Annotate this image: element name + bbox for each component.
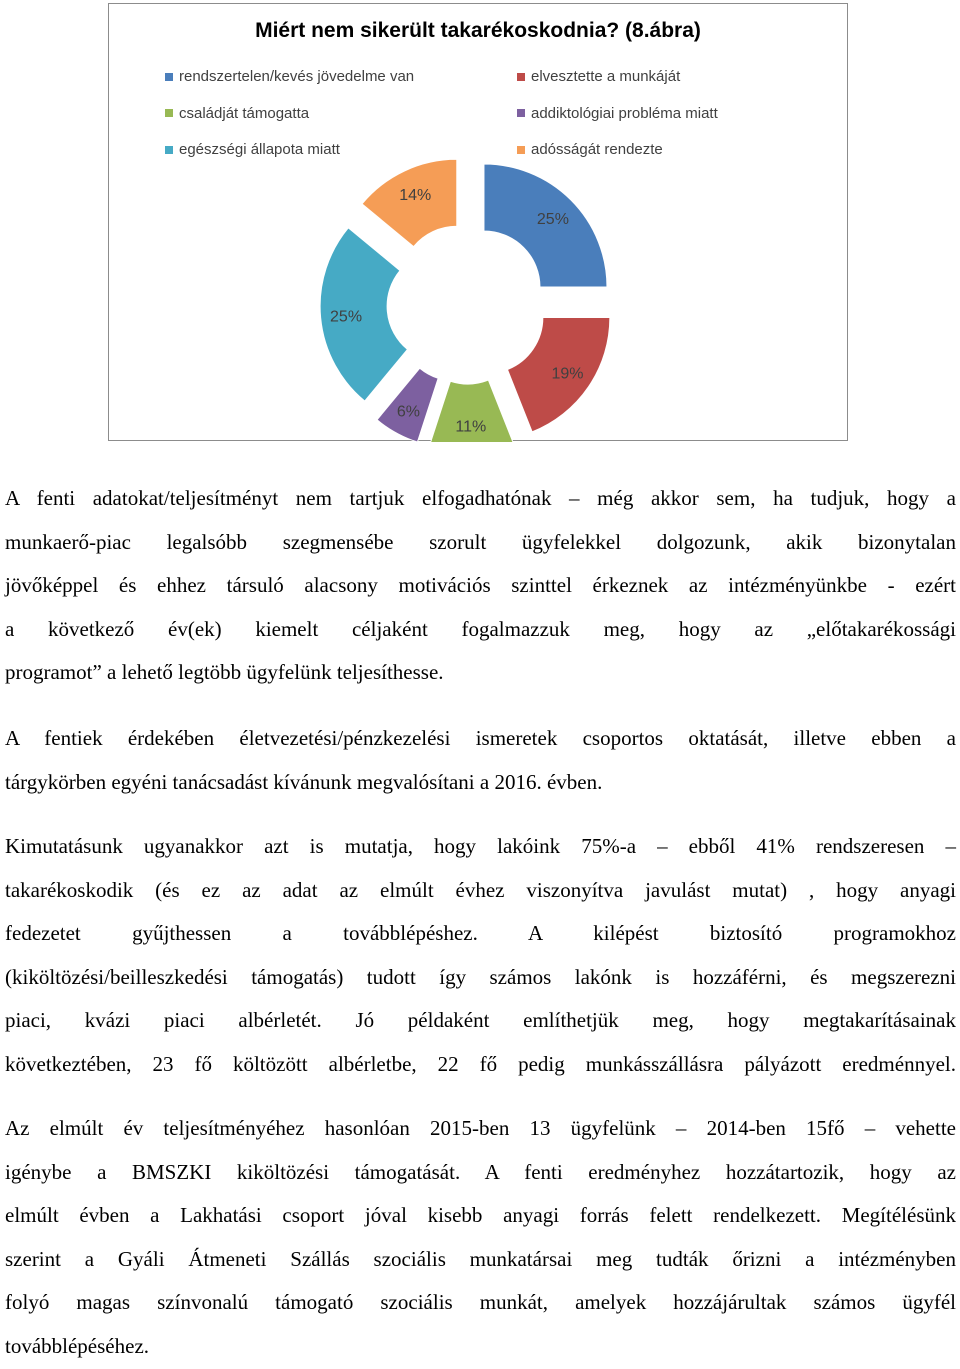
text-line: Kimutatásunk ugyanakkor azt is mutatja, hogy lakóink 75%-a – ebből 41% rendszeresen – xyxy=(5,834,956,858)
legend-label: elvesztette a munkáját xyxy=(531,68,681,85)
chart-title: Miért nem sikerült takarékoskodnia? (8.ábra) xyxy=(255,19,701,42)
text-line: továbblépéséhez. xyxy=(5,1333,150,1358)
text-line: takarékoskodik (és ez az adat az elmúlt évhez viszonyítva javulást mutat) , hogy anyagi xyxy=(5,877,956,902)
text-line: Az elmúlt év teljesítményéhez hasonlóan 2015-ben 13 ügyfelünk – 2014-ben 15fő – vehette xyxy=(5,1116,956,1140)
legend-label: addiktológiai probléma miatt xyxy=(531,104,718,122)
legend-label: családját támogatta xyxy=(179,104,310,122)
text-line: A fentiek érdekében életvezetési/pénzkezelési ismeretek csoportos oktatását, illetve ebben a xyxy=(5,726,956,750)
text-line: jövőképpel és ehhez társuló alacsony motivációs szinttel érkeznek az intézményünkbe - ezért xyxy=(5,573,956,598)
text-line: következtében, 23 fő költözött albérletbe, 22 fő pedig munkásszállásra pályázott eredménnyel. xyxy=(5,1051,956,1076)
text-line: fedezetet gyűjthessen a továbblépéshez. A kilépést biztosító programokhoz xyxy=(5,921,956,946)
legend-label: egészségi állapota miatt xyxy=(179,141,340,158)
slice-value-label: 25% xyxy=(330,308,363,326)
text-line: folyó magas színvonalú támogató szociális munkát, amelyek hozzájárultak számos ügyfél xyxy=(5,1290,956,1315)
paragraph xyxy=(5,717,956,804)
chart-container xyxy=(108,3,848,441)
slice-value-label: 14% xyxy=(399,187,432,205)
text-line: szerint a Gyáli Átmeneti Szállás szociális munkatársai meg tudták őrizni a intézményben xyxy=(5,1246,956,1271)
slice-value-label: 6% xyxy=(396,403,421,421)
text-line: piaci, kvázi piaci albérletét. Jó példaként említhetjük meg, hogy megtakarításainak xyxy=(5,1008,956,1033)
text-line: (kiköltözési/beilleszkedési támogatás) tudott így számos lakónk is hozzáférni, és megszerezni xyxy=(5,964,956,989)
text-line: elmúlt évben a Lakhatási csoport jóval kisebb anyagi forrás felett rendelkezett. Megítélésünk xyxy=(5,1203,956,1228)
legend-label: adósságát rendezte xyxy=(531,141,663,158)
paragraph xyxy=(5,825,956,1087)
text-line: a következő év(ek) kiemelt céljaként fogalmazzuk meg, hogy az „előtakarékossági xyxy=(5,616,956,641)
text-line: igénybe a BMSZKI kiköltözési támogatását. A fenti eredményhez hozzátartozik, hogy az xyxy=(5,1159,956,1184)
text-line: munkaerő-piac legalsóbb szegmensébe szorult ügyfelekkel dolgozunk, akik bizonytalan xyxy=(5,529,956,554)
slice-value-label: 11% xyxy=(455,418,487,436)
doughnut-chart xyxy=(109,4,849,442)
paragraph xyxy=(5,1107,956,1369)
text-line: tárgykörben egyéni tanácsadást kívánunk megvalósítani a 2016. évben. xyxy=(5,769,603,794)
legend-label: rendszertelen/kevés jövedelme van xyxy=(179,68,415,85)
text-line: programot” a lehető legtöbb ügyfelünk teljesíthesse. xyxy=(5,660,444,685)
text-line: A fenti adatokat/teljesítményt nem tartjuk elfogadhatónak – még akkor sem, ha tudjuk, hogy a xyxy=(5,486,956,510)
slice-value-label: 25% xyxy=(536,211,569,229)
paragraph xyxy=(5,477,956,695)
slice-value-label: 19% xyxy=(551,365,584,383)
